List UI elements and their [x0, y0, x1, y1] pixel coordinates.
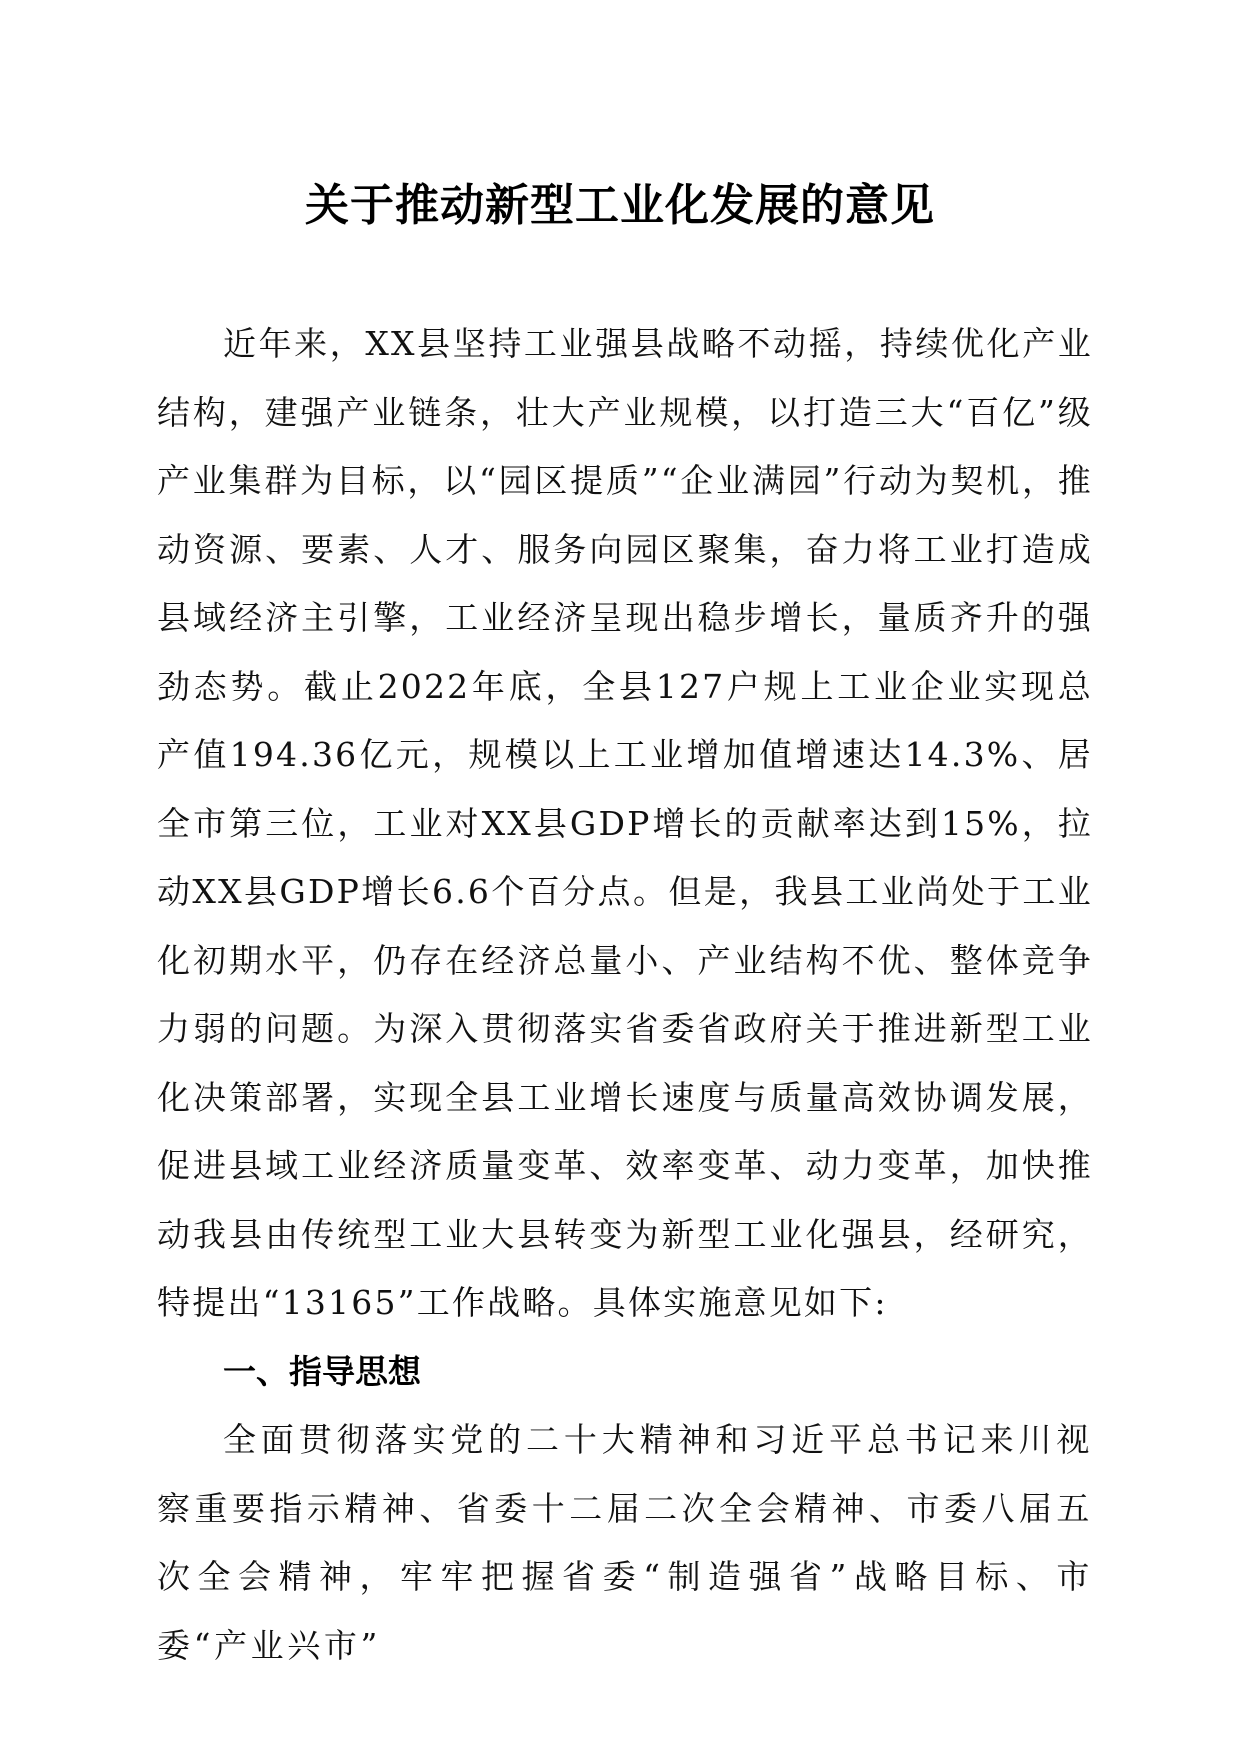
document-body	[157, 310, 1093, 1680]
intro-paragraph: 近年来，XX县坚持工业强县战略不动摇，持续优化产业结构，建强产业链条，壮大产业规模，以打造三大“百亿”级产业集群为目标，以“园区提质”“企业满园”行动为契机，推动资源、要素、人才、服务向园区聚集，奋力将工业打造成县域经济主引擎，工业经济呈现出稳步增长，量质齐升的强劲态势。截止2022年底，全县127户规上工业企业实现总产值194.36亿元，规模以上工业增加值增速达14.3%、居全市第三位，工业对XX县GDP增长的贡献率达到15%，拉动XX县GDP增长6.6个百分点。但是，我县工业尚处于工业化初期水平，仍存在经济总量小、产业结构不优、整体竞争力弱的问题。为深入贯彻落实省委省政府关于推进新型工业化决策部署，实现全县工业增长速度与质量高效协调发展，促进县域工业经济质量变革、效率变革、动力变革，加快推动我县由传统型工业大县转变为新型工业化强县，经研究，特提出“13165”工作战略。具体实施意见如下:	[157, 324, 1093, 1322]
section-1-paragraph: 全面贯彻落实党的二十大精神和习近平总书记来川视察重要指示精神、省委十二届二次全会精神、市委八届五次全会精神，牢牢把握省委“制造强省”战略目标、市委“产业兴市”	[157, 1420, 1093, 1665]
document-title: 关于推动新型工业化发展的意见	[305, 180, 935, 231]
section-heading-guiding-ideology: 一、指导思想	[223, 1351, 421, 1391]
